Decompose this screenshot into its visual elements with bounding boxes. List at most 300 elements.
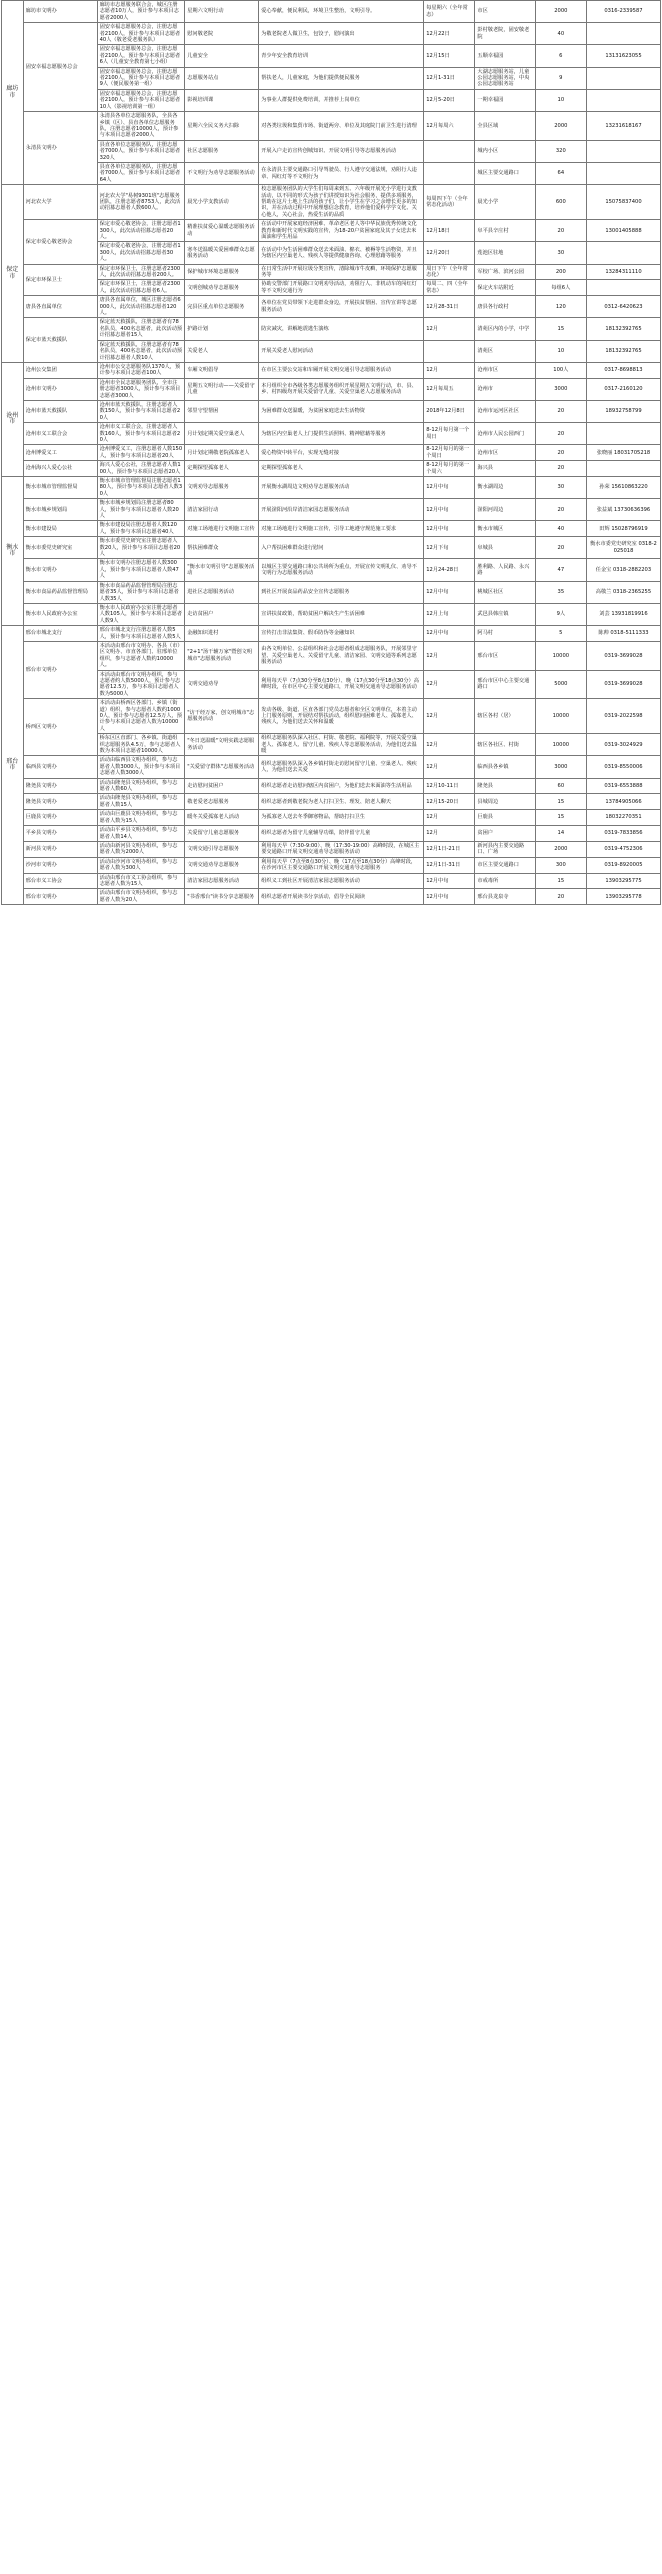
content-cell: 定期探望孤寡老人 [259,461,424,477]
project-cell: "访干经万家，创文明城市"志愿服务活动 [185,699,259,734]
table-row [2,140,661,162]
contact-cell: 0312-6420623 [586,296,660,318]
table-row [2,185,661,220]
contact-cell: 13903295778 [586,889,660,905]
org-cell: 衡水市人民政府办公室 [23,603,97,625]
time-cell: 12月 [424,699,475,734]
contact-cell: 0319-6553888 [586,778,660,794]
desc-cell: 固安幸福志愿服务总会，注册志愿者2100人，预计参与本项目志愿者9人（便民服务第一组） [97,67,185,89]
project-cell: 月计划定期敬老院孤寡老人 [185,445,259,461]
contact-cell: 13231618167 [586,112,660,141]
project-cell: 寒冬送温暖关爱困难群众志愿服务活动 [185,242,259,264]
contact-cell [586,242,660,264]
people-cell: 10000 [535,641,586,670]
org-cell: 桥西区文明办 [23,699,97,756]
content-cell: 开展关爱老人慰问活动 [259,340,424,362]
place-cell: 辖区各村（居） [475,699,535,734]
contact-cell: 13903295775 [586,873,660,889]
content-cell: 入户帮扶困难群众进行慰问 [259,537,424,559]
time-cell: 12月24-28日 [424,559,475,581]
content-cell: 组织志愿者走访慰问辖区内贫困户，为他们送去米面油等生活用品 [259,778,424,794]
place-cell: 巨鹿县 [475,810,535,826]
people-cell: 9人 [535,603,586,625]
org-cell: 衡水市建设局 [23,521,97,537]
contact-cell: 0317-2160120 [586,378,660,400]
content-cell: 对施工场地进行文明施工宣传，引导工地遵守规范施工要求 [259,521,424,537]
people-cell: 20 [535,889,586,905]
org-cell: 邢台市义工协会 [23,873,97,889]
desc-cell: 沧州市蓝天救援队，注册志愿者人数150人，预计参与本项目志愿者20人 [97,400,185,422]
place-cell: 全县区域 [475,112,535,141]
table-row [2,445,661,461]
time-cell: 12月 [424,670,475,699]
people-cell: 20 [535,423,586,445]
people-cell: 每组6人 [535,280,586,296]
table-row [2,857,661,873]
table-row [2,699,661,734]
desc-cell: 海兴人爱心公社，注册志愿者人数100人，预计参与本项目志愿者20人 [97,461,185,477]
place-cell: 海兴县 [475,461,535,477]
time-cell: 12月中旬 [424,521,475,537]
project-cell: 走访慰问贫困户 [185,778,259,794]
contact-cell: 刘芸 13931819916 [586,603,660,625]
table-row [2,841,661,857]
content-cell: 在活动中为生活困难群众送去米面油、棉衣、被褥等生活物资，并且为辖区内空巢老人、残疾人等提供健康咨询、心理慰藉等服务 [259,242,424,264]
place-cell: 阿马村 [475,626,535,642]
time-cell: 12月20日 [424,242,475,264]
org-cell: 衡水市城乡规划局 [23,499,97,521]
desc-cell: 永清县各单位志愿服务队，全县各乡镇（区）、县直各单位志愿服务队，注册志愿者10000人，预计参与本项目志愿者2000人 [97,112,185,141]
desc-cell: 县直各单位志愿服务队，注册志愿者7000人，预计参与本项目志愿者320人 [97,140,185,162]
people-cell: 20 [535,537,586,559]
table-row [2,89,661,111]
table-row [2,889,661,905]
contact-cell [586,461,660,477]
contact-cell: 13284311110 [586,264,660,280]
table-row [2,362,661,378]
place-cell: 保定火车站附近 [475,280,535,296]
place-cell: 阜城县 [475,537,535,559]
desc-cell: 沧州市全民志愿服务团队，全市注册志愿者3000人，预计参与本项目志愿者3000人 [97,378,185,400]
project-cell: 文明交通劝导 [185,670,259,699]
table-row [2,670,661,699]
time-cell: 12月 [424,362,475,378]
contact-cell: 衡水市委党史研究室 0318-2025018 [586,537,660,559]
place-cell: 隆尧县 [475,778,535,794]
desc-cell: 活动由隆尧县文明办组织，参与志愿者人数60人 [97,778,185,794]
content-cell: 以城区主要交通路口和公共场所为重点，开展宣传文明礼仪、劝导不文明行为志愿服务活动 [259,559,424,581]
org-cell: 永清县文明办 [23,112,97,185]
people-cell: 10 [535,89,586,111]
place-cell: 晨光小学 [475,185,535,220]
content-cell: 利用每天早（7点30分至8点30分）、晚（17点30分至18点30分）高峰时段，在市区中心主要交通路口，开展文明交通劝导志愿服务活动 [259,670,424,699]
people-cell: 20 [535,220,586,242]
content-cell: 组织志愿服务队深入社区、村街、敬老院、福利院等，开展关爱空巢老人、孤寡老人、留守儿童、残疾人等志愿服务活动，为他们送去温暖 [259,734,424,756]
desc-cell: 活动由邢台市义工协会组织，参与志愿者人数为15人 [97,873,185,889]
contact-cell: 0319-8920005 [586,857,660,873]
people-cell: 2000 [535,112,586,141]
people-cell: 15 [535,873,586,889]
place-cell: 市戒毒所 [475,873,535,889]
content-cell: 到社区开展食品药品安全宣传志愿服务 [259,581,424,603]
table-row [2,423,661,445]
org-cell: 新河县文明办 [23,841,97,857]
contact-cell: 高敬兰 0318-2365255 [586,581,660,603]
project-cell: 关爱老人 [185,340,259,362]
time-cell: 12月中旬 [424,581,475,603]
place-cell: 邢台市区中心主要交通路口 [475,670,535,699]
people-cell: 47 [535,559,586,581]
people-cell: 40 [535,521,586,537]
place-cell: 沧州市运河区社区 [475,400,535,422]
project-cell: 保护城市环境志愿服务 [185,264,259,280]
people-cell: 10000 [535,699,586,734]
contact-cell: 18032270351 [586,810,660,826]
place-cell: 清苑区 [475,340,535,362]
table-row [2,537,661,559]
time-cell: 12月中旬 [424,873,475,889]
content-cell: 发动各级、街道、区直各部门党员志愿者和全区文明单位，本着主动上门服务原则，开展结对帮扶活动，组织慰问困难老人、孤寡老人、残疾人，为他们送去关怀和温暖 [259,699,424,734]
project-cell: 帮扶困难群众 [185,537,259,559]
time-cell: 8-12月每月的第一个周六 [424,461,475,477]
table-row [2,626,661,642]
content-cell: 宣讲扶贫政策，帮助贫困户解决生产生活困难 [259,603,424,625]
place-cell: 邢台市区 [475,641,535,670]
people-cell: 35 [535,581,586,603]
project-cell: 志愿服务站点 [185,67,259,89]
org-cell: 沙河市文明办 [23,857,97,873]
content-cell: 在市区主要公交站和车厢开展文明交通引导志愿服务活动 [259,362,424,378]
time-cell: 8-12月每月的第一个周日 [424,445,475,461]
table-row [2,296,661,318]
desc-cell: 县直各单位志愿服务队，注册志愿者7000人，预计参与本项目志愿者64人 [97,162,185,184]
place-cell: 沧州市人民公园西门 [475,423,535,445]
contact-cell: 孙荣 15610863220 [586,477,660,499]
people-cell: 120 [535,296,586,318]
table-row [2,559,661,581]
project-cell: 精准扶贫爱心温暖志愿服务活动 [185,220,259,242]
org-cell: 平乡县文明办 [23,826,97,842]
table-row [2,756,661,778]
people-cell: 100人 [535,362,586,378]
time-cell: 12月28-31日 [424,296,475,318]
time-cell: 12月1日-21日 [424,841,475,857]
table-row [2,378,661,400]
time-cell: 12月1-31日 [424,67,475,89]
content-cell: 帮扶老人，儿童家庭，为他们提供便民服务 [259,67,424,89]
time-cell: 每星期六（全年常态） [424,1,475,23]
table-row [2,67,661,89]
desc-cell: 活动由临西县文明办组织，参与志愿者人数3000人，预计参与本项目志愿者人数3000人 [97,756,185,778]
desc-cell: 衡水市文明办注册志愿者人数300人，预计参与本项目志愿者人数47人 [97,559,185,581]
table-row [2,220,661,242]
content-cell: 青少年安全教育培训 [259,45,424,67]
place-cell: 城内小区 [475,140,535,162]
org-cell: 保定市爱心敬老协会 [23,220,97,264]
contact-cell: 0319-2022598 [586,699,660,734]
org-cell: 固安幸福志愿服务总会 [23,23,97,112]
time-cell: 12月中旬 [424,889,475,905]
contact-cell: 18932758799 [586,400,660,422]
desc-cell: 衡水市人民政府办公室注册志愿者人数105人，预计参与本项目志愿者人数9人 [97,603,185,625]
time-cell: 12月18日 [424,220,475,242]
contact-cell: 18132392765 [586,318,660,340]
desc-cell: 保定市环保卫士，注册志愿者2300人，此次活动招募志愿者200人。 [97,264,185,280]
time-cell: 12月中旬 [424,626,475,642]
desc-cell: 沧州市公交志愿服务队1370人，预计参与本项目志愿者100人 [97,362,185,378]
people-cell: 3000 [535,756,586,778]
desc-cell: 河北农大学"易树9301班"志愿服务团队，注册志愿者8753人，此次活动招募志愿者人数600人。 [97,185,185,220]
content-cell: 校志愿服务团队的大学生们每周来到五、六年级开展光小学进行支教活动，以不同的形式为孩子们讲授知识为社会服务，提供多项服务，帮助在这片土地上生活的孩子们，让小学生在学习之余增长更多的知识，并在活动过程中开展理想信念教育，培养他们爱科学学文化、关心他人，关心社会，热爱生活的品质 [259,185,424,220]
org-cell: 保定市蓝天救援队 [23,318,97,362]
org-cell: 巨鹿县文明办 [23,810,97,826]
project-cell: 星期五文明行动——关爱留守儿童 [185,378,259,400]
time-cell: 12月每周六 [424,112,475,141]
city-cell: 沧州市 [2,362,24,476]
time-cell: 2018年12月8日 [424,400,475,422]
desc-cell: 保定市环保卫士，注册志愿者2300人，此次活动招募志愿者6人。 [97,280,185,296]
project-cell: "2+1"汤干辅万家"暨创文明城市"志愿服务活动 [185,641,259,670]
content-cell: 在永清县主要交通路口引导驾驶员、行人遵守交通法规，劝阻行人违章、闯红灯等不文明行为 [259,162,424,184]
org-cell: 沧州博爱义工 [23,445,97,461]
project-cell: 走访贫困户 [185,603,259,625]
content-cell: 爱心奉献，便民利民，环境卫生整治，文明引导。 [259,1,424,23]
table-row [2,242,661,264]
place-cell: 唐县各行政村 [475,296,535,318]
project-cell: 慰问敬老院 [185,23,259,45]
place-cell: 临西县各乡镇 [475,756,535,778]
content-cell: 组织志愿者开展读书分享活动，倡导全民阅读 [259,889,424,905]
project-cell: 影视培训课 [185,89,259,111]
content-cell: 利用每天早（7:30-9:00）、晚（17:30-19:00）高峰时段，在城区主要交通路口开展文明交通劝导志愿服务活动 [259,841,424,857]
time-cell: 12月 [424,810,475,826]
desc-cell: 活动由巨鹿县文明办组织，参与志愿者人数为15人 [97,810,185,826]
table-row [2,734,661,756]
contact-cell: 陈帅 0318-5111333 [586,626,660,642]
project-cell: 社区志愿服务 [185,140,259,162]
project-cell: 完县区重点单位志愿服务 [185,296,259,318]
project-cell: 暖冬关爱孤寡老人活动 [185,810,259,826]
content-cell: 开展滏阳河沿岸清洁家园志愿服务活动 [259,499,424,521]
time-cell: 12月1日-31日 [424,857,475,873]
desc-cell: 衡水市委党史研究室注册志愿者人数20人，预计参与本项目志愿者20人 [97,537,185,559]
city-cell: 衡水市 [2,477,24,626]
place-cell: 莲池区驻地 [475,242,535,264]
time-cell: 12月22日 [424,23,475,45]
desc-cell: 衡水市食品药品监督管理局注册志愿者35人，预计参与本项目志愿者人数35人 [97,581,185,603]
place-cell: 辖区各社区、村街 [475,734,535,756]
content-cell: 开展入户走访宣传创城知识、开展文明引导等志愿服务活动 [259,140,424,162]
people-cell: 10 [535,340,586,362]
desc-cell: 活动由平乡县文明办组织，参与志愿者人数14人 [97,826,185,842]
desc-cell: 固安幸福志愿服务总会，注册志愿者2100人，预计参与本项目志愿者6人（儿童安全教育第七小组） [97,45,185,67]
project-cell: 关爱留守儿童志愿服务 [185,826,259,842]
desc-cell: 衡水市建设局注册志愿者人数120人，预计参与本项目志愿者40人 [97,521,185,537]
people-cell: 15 [535,794,586,810]
time-cell: 每周四下午（全年常态化活动） [424,185,475,220]
time-cell [424,140,475,162]
place-cell: 沧州市区 [475,445,535,461]
project-cell: "衡水市文明引导"志愿服务活动 [185,559,259,581]
table-row [2,603,661,625]
contact-cell [586,280,660,296]
contact-cell: 13131623055 [586,45,660,67]
project-cell: 文明交通引导志愿服务 [185,841,259,857]
desc-cell: 保定市爱心敬老协会，注册志愿者1300人，此次活动招募志愿者20人。 [97,220,185,242]
project-cell: 敬老爱老志愿服务 [185,794,259,810]
contact-cell [586,162,660,184]
place-cell: 贫困户 [475,826,535,842]
people-cell: 6 [535,45,586,67]
content-cell: 为敬老院老人做卫生，包饺子，慰问演出 [259,23,424,45]
content-cell: 组织志愿者为留守儿童辅导功课，陪伴留守儿童 [259,826,424,842]
volunteer-table [1,0,661,905]
time-cell: 12月 [424,756,475,778]
people-cell: 15 [535,810,586,826]
org-cell: 隆尧县文明办 [23,778,97,794]
content-cell: 本月组织全市各级各类志愿服务组织开展星期五文明行动，市、县、乡、村四级均开展关爱留守儿童、关爱空巢老人志愿服务活动 [259,378,424,400]
content-cell: 为事业人群提供免费培训，并推荐上岗单位 [259,89,424,111]
org-cell: 沧州市文明办 [23,378,97,400]
table-row [2,112,661,141]
place-cell: 军校广场、滨河公园 [475,264,535,280]
project-cell: 护路计划 [185,318,259,340]
people-cell: 20 [535,461,586,477]
place-cell: 一期幸福园 [475,89,535,111]
contact-cell: 0319-3699028 [586,670,660,699]
people-cell: 20 [535,400,586,422]
desc-cell: 保定市爱心敬老协会，注册志愿者1300人，此次活动招募志愿者30人。 [97,242,185,264]
contact-cell: 张益斌 13730636396 [586,499,660,521]
place-cell: 胜利路、人民路、永兴路 [475,559,535,581]
contact-cell: 任金宝 0318-2882203 [586,559,660,581]
project-cell: 星期六全民义务大扫除 [185,112,259,141]
content-cell: 组织志愿者到敬老院为老人打扫卫生、理发、陪老人聊天 [259,794,424,810]
time-cell: 12月 [424,641,475,670]
desc-cell: 沧州市义工联合会，注册志愿者人数160人，预计参与本项目志愿者20人 [97,423,185,445]
time-cell: 12月 [424,734,475,756]
people-cell: 30 [535,477,586,499]
project-cell: 星期六文明行动 [185,1,259,23]
time-cell: 12月每周五 [424,378,475,400]
desc-cell: 活动由新河县文明办组织，参与志愿者人数为2000人 [97,841,185,857]
place-cell: 彭村敬老院，固安敬老院 [475,23,535,45]
place-cell: 大湖志愿服务站，儿童公园志愿服务站，中央公园志愿服务站 [475,67,535,89]
time-cell: 12月 [424,826,475,842]
time-cell: 12月上旬 [424,603,475,625]
project-cell: 文明劝导志愿服务 [185,477,259,499]
place-cell: 县城周边 [475,794,535,810]
table-row [2,826,661,842]
project-cell: "关爱留守群体"志愿服务活动 [185,756,259,778]
org-cell: 邢台市文明办 [23,641,97,698]
contact-cell [586,140,660,162]
content-cell: 爱心物资中转平台，实现无缝对接 [259,445,424,461]
org-cell: 沧州市义工联合会 [23,423,97,445]
people-cell: 5000 [535,670,586,699]
project-cell: 邻里守望帮困 [185,400,259,422]
contact-cell [586,23,660,45]
desc-cell: 衡水市城市管理监督局注册志愿者180人，预计参与本项目志愿者人数30人 [97,477,185,499]
place-cell: 衡水湖周边 [475,477,535,499]
desc-cell: 衡水市城乡规划局注册志愿者80人，预计参与本项目志愿者人数20人 [97,499,185,521]
content-cell: 对各类垃圾和集贸市场、街道两旁、单位及其庭院门前卫生进行清理 [259,112,424,141]
time-cell: 12月中旬 [424,499,475,521]
contact-cell: 0316-2339587 [586,1,660,23]
desc-cell: 保定蓝天救援队，注册志愿者有78名队员，400名志愿者，此次活动预计招募志愿者15人 [97,318,185,340]
org-cell: 廊坊市文明办 [23,1,97,23]
project-cell: 车厢文明倡导 [185,362,259,378]
project-cell: 对施工场地进行文明施工宣传 [185,521,259,537]
table-row [2,162,661,184]
content-cell: 协助交警部门开展路口文明劝导活动，劝阻行人、非机动车的闯红灯等不文明交通行为 [259,280,424,296]
content-cell: 宣传打击非法集资、假币防伪等金融知识 [259,626,424,642]
time-cell: 12月15-20日 [424,794,475,810]
people-cell: 30 [535,242,586,264]
desc-cell: 邢台市城北支行注册志愿者人数5人，预计参与本项目志愿者人数5人 [97,626,185,642]
contact-cell: 18132392765 [586,340,660,362]
table-row [2,23,661,45]
table-row [2,810,661,826]
time-cell [424,162,475,184]
content-cell: 在日常生活中开展垃圾分类宣传，清除城市牛皮癣，环境保护志愿服务等 [259,264,424,280]
time-cell: 12月 [424,318,475,340]
org-cell: 临西县文明办 [23,756,97,778]
table-row [2,521,661,537]
place-cell: 武邑县韩庄镇 [475,603,535,625]
org-cell: 邢台市城北支行 [23,626,97,642]
content-cell: 利用每天早（7点至8点30分）、晚（17点至18点30分）高峰时段，在沙河市区主要交通路口开展文明交通劝导志愿服务 [259,857,424,873]
content-cell: 开展衡水湖周边文明劝导志愿服务活动 [259,477,424,499]
place-cell: 市区主要交通路口 [475,857,535,873]
contact-cell [586,67,660,89]
project-cell: 金融知识进村 [185,626,259,642]
desc-cell: 固安幸福志愿服务总会，注册志愿者2100人，预计参与本项目志愿者10人（影视培训第一组） [97,89,185,111]
org-cell: 沧州海兴人爱心公社 [23,461,97,477]
org-cell: 衡水市文明办 [23,559,97,581]
desc-cell: 唐县各直属单位，城区注册志愿者6000人，此次活动招募志愿者120人。 [97,296,185,318]
table-row [2,461,661,477]
city-cell: 邢台市 [2,626,24,905]
place-cell: 五顺幸福园 [475,45,535,67]
org-cell: 衡水市委党史研究室 [23,537,97,559]
people-cell: 64 [535,162,586,184]
people-cell: 600 [535,185,586,220]
city-cell: 廊坊市 [2,1,24,185]
place-cell: 市区 [475,1,535,23]
desc-cell: 沧州博爱义工，注册志愿者人数150人，预计参与本项目志愿者20人 [97,445,185,461]
table-row [2,264,661,280]
project-cell: 不文明行为劝导志愿服务活动 [185,162,259,184]
content-cell: 组织志愿服务队深入各乡镇村街走访慰问留守儿童、空巢老人、残疾人，为他们送去关爱 [259,756,424,778]
project-cell: "书香邢台"读书分享志愿服务 [185,889,259,905]
people-cell: 300 [535,857,586,873]
people-cell: 10000 [535,734,586,756]
table-row [2,280,661,296]
project-cell: 文明交通劝导志愿服务 [185,857,259,873]
desc-cell: 保定蓝天救援队，注册志愿者有78名队员，400名志愿者，此次活动预计招募志愿者人数10人 [97,340,185,362]
content-cell: 由各文明单位、公益组织和社会志愿者组成志愿服务队，开展邻里守望、关爱空巢老人、关爱留守儿童、清洁家园、文明交通等系列志愿服务活动 [259,641,424,670]
contact-cell: 0319-3024929 [586,734,660,756]
table-row [2,778,661,794]
content-cell: 组织义工到社区开展清洁家园志愿服务活动 [259,873,424,889]
desc-cell: 活动由邢台市文明办组织，参与志愿者人数为20人 [97,889,185,905]
desc-cell: 本活动由桥西区各部门、乡镇（街道）组织，参与志愿者人数约10000人，预计参与志愿者12.5万人，预计参与本项目志愿者人数为10000人 [97,699,185,734]
desc-cell: 固安幸福志愿服务总会，注册志愿者2100人，预计参与本项目志愿者40人（敬老爱老服务队） [97,23,185,45]
org-cell: 衡水市城市管理监督局 [23,477,97,499]
org-cell: 隆尧县文明办 [23,794,97,810]
place-cell: 衡水市城区 [475,521,535,537]
